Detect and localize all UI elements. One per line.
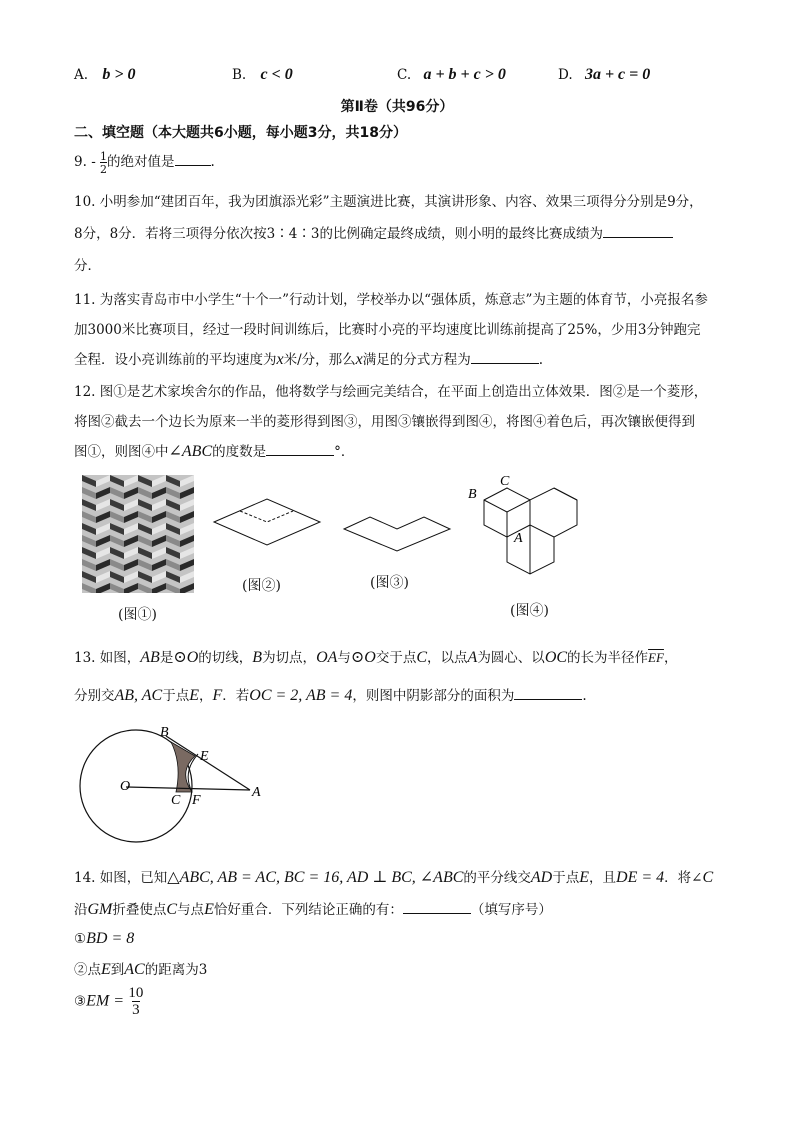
answer-blank-9[interactable] <box>175 151 211 166</box>
question-14-line-2: 沿GM折叠使点C与点E恰好重合．下列结论正确的有： （填写序号） <box>74 901 552 918</box>
part-title: 第Ⅱ卷（共96分） <box>340 99 454 115</box>
question-10-line-2: 8分，8分．若将三项得分依次按3∶4∶3的比例确定最终成绩，则小明的最终比赛成绩为 <box>74 222 673 242</box>
label-e: E <box>200 749 209 764</box>
figure-2-caption: (图②) <box>242 578 281 594</box>
choice-a: A. b > 0 <box>74 66 136 83</box>
figure-4-caption: (图④) <box>510 603 549 619</box>
answer-blank-11[interactable] <box>471 349 539 364</box>
question-12-line-1: 12. 图①是艺术家埃舍尔的作品，他将数学与绘画完美结合，在平面上创造出立体效果．图②是一个菱形， <box>74 384 708 400</box>
label-b: B <box>468 487 477 502</box>
question-12-line-2: 将图②截去一个边长为原来一半的菱形得到图③，用图③镶嵌得到图④，将图④着色后，再次镶嵌便得到 <box>74 414 695 430</box>
choice-b-expr: c < 0 <box>260 66 293 83</box>
label-c: C <box>500 474 510 489</box>
answer-blank-14[interactable] <box>403 899 471 914</box>
section-title: 二、填空题（本大题共6小题，每小题3分，共18分） <box>74 125 407 141</box>
circle-tangent-figure <box>78 720 278 850</box>
answer-blank-13[interactable] <box>514 685 582 700</box>
q14-option-2: ②点E到AC的距离为3 <box>74 961 208 978</box>
question-13-line-1: 13. 如图，AB是⊙O的切线，B为切点，OA与⊙O交于点C，以点A为圆心、以OC的长为半径作$\overline{EF}$， <box>74 649 678 666</box>
choice-c-expr: a + b + c > 0 <box>423 66 506 83</box>
question-13-line-2: 分别交AB, AC于点E，F．若OC = 2, AB = 4，则图中阴影部分的面积为 . <box>74 687 587 704</box>
l-shape-figure <box>342 505 452 555</box>
label-o: O <box>120 779 131 794</box>
choice-d: D. 3a + c = 0 <box>558 66 651 83</box>
label-a: A <box>252 785 261 800</box>
label-b: B <box>160 725 169 740</box>
label-f: F <box>192 793 201 808</box>
label-c: C <box>171 793 181 808</box>
choice-c: C. a + b + c > 0 <box>397 66 506 83</box>
figure-3-caption: (图③) <box>370 575 409 591</box>
choice-d-expr: 3a + c = 0 <box>584 66 651 83</box>
question-12-line-3: 图①，则图④中∠ABC的度数是 °． <box>74 443 355 460</box>
escher-pattern-figure <box>82 475 194 593</box>
question-9: 9. - $\frac{1}{2}$ 的绝对值是 . <box>74 149 215 176</box>
question-11-line-3: 全程．设小亮训练前的平均速度为x米/分，那么x满足的分式方程为 . <box>74 351 544 368</box>
q14-option-1: ①BD = 8 <box>74 930 135 947</box>
question-10-line-1: 10. 小明参加“建团百年，我为团旗添光彩”主题演进比赛，其演讲形象、内容、效果三项得分分别是9分， <box>74 194 703 210</box>
question-10-line-3: 分． <box>74 258 101 274</box>
figure-1-caption: (图①) <box>118 607 157 623</box>
fraction-half: $\frac{1}{2}$ <box>100 149 108 176</box>
question-14-line-1: 14. 如图，已知△ABC, AB = AC, BC = 16, AD ⊥ BC, ∠ABC的平分线交AD于点E，且DE = 4．将∠C <box>74 869 714 886</box>
tessellation-figure <box>462 470 618 590</box>
label-a: A <box>514 531 523 546</box>
q14-option-3: ③EM = $\frac{10}{3}$ <box>74 985 144 1018</box>
choice-b: B. c < 0 <box>232 66 293 83</box>
answer-blank-10[interactable] <box>603 223 673 238</box>
choice-a-expr: b > 0 <box>102 66 136 83</box>
answer-blank-12[interactable] <box>266 441 334 456</box>
question-11-line-2: 加3000米比赛项目，经过一段时间训练后，比赛时小亮的平均速度比训练前提高了25%，少用3分钟跑完 <box>74 322 701 338</box>
question-11-line-1: 11. 为落实青岛市中小学生“十个一”行动计划，学校举办以“强体质，炼意志”为主题的体育节，小亮报名参 <box>74 292 708 308</box>
rhombus-figure <box>212 497 322 567</box>
fraction-ten-thirds: $\frac{10}{3}$ <box>128 985 144 1018</box>
